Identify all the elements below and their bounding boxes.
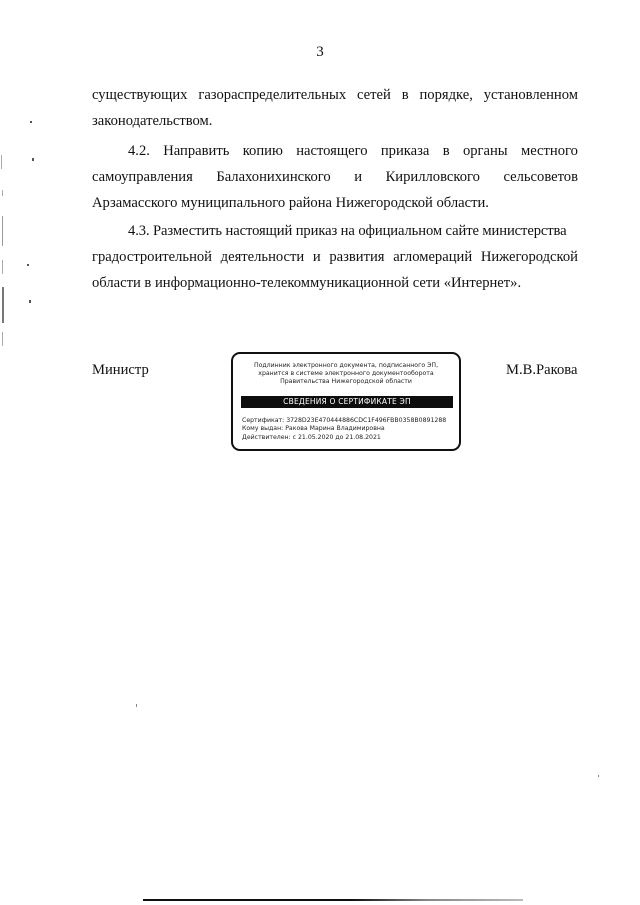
word: деятельности: [220, 249, 305, 265]
certificate-value: 3728D23E470444886CDC1F496FBB0358B0891288: [286, 417, 447, 424]
para1-line2: законодательством.: [92, 113, 213, 129]
word: Направить: [163, 143, 230, 159]
para3-line1: 4.3. Разместить настоящий приказ на официальном сайте министерства: [128, 223, 567, 239]
word: установленном: [483, 87, 578, 103]
para2-line2: [92, 168, 578, 186]
word: копию: [242, 143, 283, 159]
scan-speck: [30, 121, 32, 123]
bottom-scan-line: [143, 899, 523, 901]
issued-to-row: [242, 425, 446, 433]
word: 4.2.: [128, 143, 150, 159]
word: органы: [462, 143, 508, 159]
word: и: [354, 169, 363, 185]
stamp-header: СВЕДЕНИЯ О СЕРТИФИКАТЕ ЭП: [241, 396, 453, 408]
scan-edge-mark: [2, 287, 4, 323]
validity-row: [242, 434, 446, 442]
word: Кирилловского: [385, 169, 480, 185]
scan-speck: [136, 704, 137, 707]
stamp-notice-line: Правительства Нижегородской области: [280, 378, 412, 385]
word: Нижегородской: [480, 249, 578, 265]
electronic-signature-stamp: [231, 352, 461, 451]
word: градостроительной: [92, 249, 212, 265]
stamp-notice-line: хранится в системе электронного документооборота: [258, 370, 434, 377]
signatory-name: М.В.Ракова: [506, 362, 578, 378]
scan-edge-mark: [2, 260, 3, 274]
word: сельсоветов: [503, 169, 578, 185]
para3-line2: [92, 248, 578, 266]
certificate-label: Сертификат:: [242, 417, 285, 424]
para2-line1: [92, 142, 578, 160]
word: Балахонихинского: [216, 169, 331, 185]
issued-to-value: Ракова Марина Владимировна: [285, 425, 385, 433]
scan-edge-mark: [1, 155, 2, 169]
stamp-notice-line: Подлинник электронного документа, подписанного ЭП,: [253, 362, 439, 369]
word: местного: [520, 143, 578, 159]
word: и: [312, 249, 321, 265]
para3-line3: области в информационно-телекоммуникационной сети «Интернет».: [92, 275, 522, 291]
signatory-position: Министр: [92, 362, 149, 378]
word: развития: [329, 249, 385, 265]
scan-edge-mark: [2, 190, 3, 196]
validity-value: с 21.05.2020 до 21.08.2021: [292, 433, 381, 441]
scan-speck: [27, 264, 29, 266]
scan-speck: [598, 775, 599, 777]
para2-line3: Арзамасского муниципального района Нижегородской области.: [92, 195, 489, 211]
validity-label: Действителен:: [242, 433, 291, 441]
word: существующих: [92, 87, 188, 103]
word: в: [401, 87, 409, 103]
scan-edge-mark: [2, 332, 3, 346]
stamp-notice: [233, 362, 459, 386]
scan-edge-mark: [2, 216, 3, 246]
word: газораспределительных: [198, 87, 347, 103]
certificate-row: [242, 417, 446, 425]
para1-line1: [92, 86, 578, 104]
page-number: 3: [316, 44, 324, 60]
word: агломераций: [393, 249, 473, 265]
issued-to-label: Кому выдан:: [242, 425, 284, 433]
word: настоящего: [296, 143, 368, 159]
scan-speck: [29, 300, 31, 303]
scan-speck: [32, 158, 34, 161]
word: самоуправления: [92, 169, 193, 185]
word: порядке,: [419, 87, 473, 103]
word: приказа: [380, 143, 430, 159]
word: в: [442, 143, 450, 159]
stamp-certificate-info: [242, 417, 446, 442]
word: сетей: [357, 87, 391, 103]
